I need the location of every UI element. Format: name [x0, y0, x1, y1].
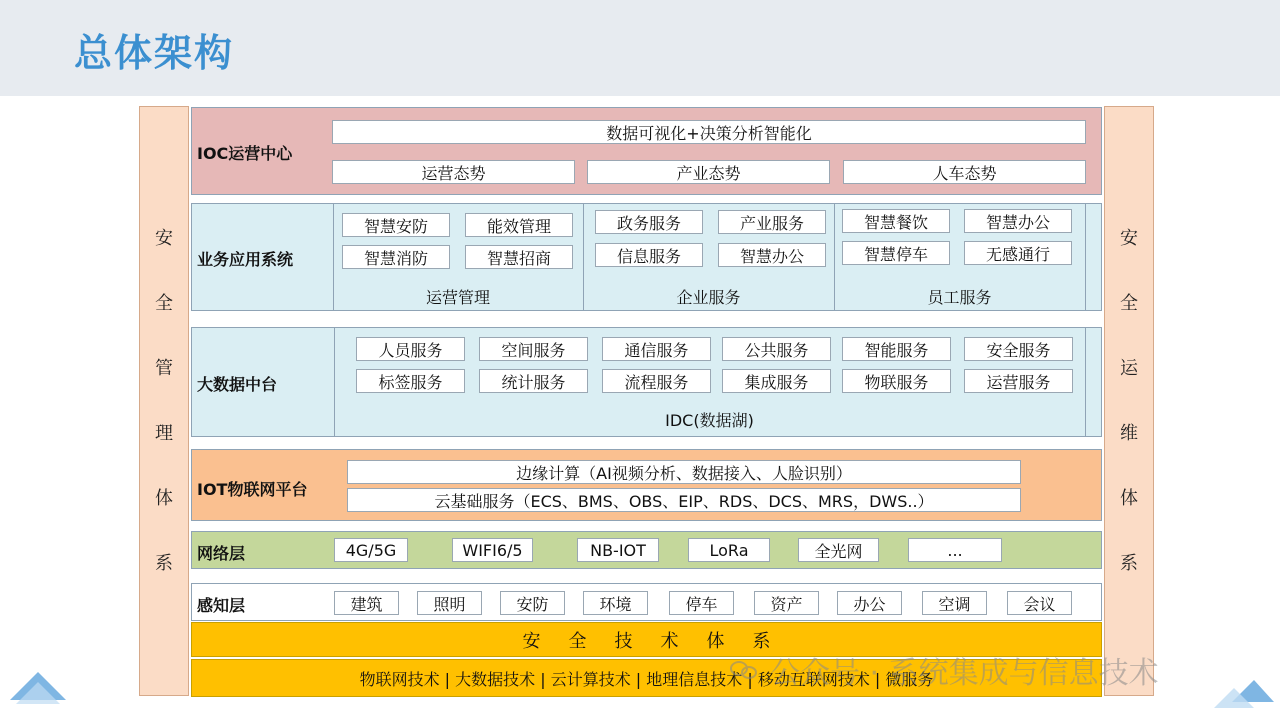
iot-cloud-services: 云基础服务（ECS、BMS、OBS、EIP、RDS、DCS、MRS，DWS..） [347, 488, 1021, 512]
wechat-icon [730, 659, 760, 681]
data-item: 标签服务 [356, 369, 465, 393]
biz-item: 智慧办公 [718, 243, 826, 267]
side-right-char: 安 [1120, 228, 1138, 249]
side-left-char: 安 [155, 228, 173, 249]
data-item: 安全服务 [964, 337, 1073, 361]
data-item: 智能服务 [842, 337, 951, 361]
tech-foundation-label: 物联网技术 | 大数据技术 | 云计算技术 | 地理信息技术 | 移动互联网技术 | 微服务 [359, 669, 934, 689]
side-right-char: 系 [1120, 553, 1138, 574]
iot-edge-computing: 边缘计算（AI视频分析、数据接入、人脸识别） [347, 460, 1021, 484]
sense-item: 资产 [754, 591, 819, 615]
net-item: ... [908, 538, 1002, 562]
triangle-decoration-left [10, 672, 66, 708]
net-item: 全光网 [798, 538, 879, 562]
side-right-char: 运 [1120, 358, 1138, 379]
biz-item: 智慧安防 [342, 213, 450, 237]
layer-ioc [191, 107, 1102, 195]
data-item: 流程服务 [602, 369, 711, 393]
data-item: 物联服务 [842, 369, 951, 393]
biz-item: 无感通行 [964, 241, 1072, 265]
biz-item: 能效管理 [465, 213, 573, 237]
data-item: 通信服务 [602, 337, 711, 361]
layer-perception [191, 583, 1102, 621]
biz-item: 政务服务 [595, 210, 703, 234]
watermark [730, 648, 1159, 692]
layer-iot-platform [191, 449, 1102, 521]
layer-label-network: 网络层 [197, 544, 246, 563]
data-item: 空间服务 [479, 337, 588, 361]
biz-item: 智慧消防 [342, 245, 450, 269]
side-left-char: 管 [155, 358, 173, 379]
side-right-char: 维 [1120, 423, 1138, 444]
layer-network [191, 531, 1102, 569]
sense-item: 办公 [837, 591, 902, 615]
biz-group-label: 员工服务 [927, 288, 992, 307]
layer-label-ioc: IOC运营中心 [197, 144, 293, 163]
biz-group-label: 运营管理 [425, 288, 490, 307]
side-right-char: 全 [1120, 293, 1138, 314]
biz-item: 智慧餐饮 [842, 209, 950, 233]
sense-item: 停车 [669, 591, 734, 615]
ioc-item: 产业态势 [587, 160, 830, 184]
data-lake-label: IDC(数据湖) [665, 411, 754, 430]
data-item: 运营服务 [964, 369, 1073, 393]
security-tech-label: 安全技术体系 [522, 630, 799, 652]
ioc-top-box: 数据可视化+决策分析智能化 [332, 120, 1086, 144]
layer-label-data: 大数据中台 [197, 375, 278, 394]
biz-item: 信息服务 [595, 243, 703, 267]
triangle-decoration-right [1214, 680, 1274, 710]
side-safety-operations [1104, 106, 1154, 696]
data-item: 人员服务 [356, 337, 465, 361]
biz-item: 智慧招商 [465, 245, 573, 269]
biz-item: 产业服务 [718, 210, 826, 234]
net-item: 4G/5G [334, 538, 408, 562]
sense-item: 照明 [417, 591, 482, 615]
side-left-char: 理 [155, 423, 173, 444]
layer-big-data [191, 327, 1102, 437]
sense-item: 会议 [1007, 591, 1072, 615]
net-item: NB-IOT [577, 538, 659, 562]
net-item: WIFI6/5 [452, 538, 533, 562]
watermark-text: 公众号 · 系统集成与信息技术 [770, 656, 1159, 691]
sense-item: 安防 [500, 591, 565, 615]
ioc-item: 运营态势 [332, 160, 575, 184]
side-right-char: 体 [1120, 488, 1138, 509]
layer-label-business: 业务应用系统 [197, 250, 294, 269]
sense-item: 环境 [583, 591, 648, 615]
biz-item: 智慧办公 [964, 209, 1072, 233]
biz-group-label: 企业服务 [676, 288, 741, 307]
layer-business-apps [191, 203, 1102, 311]
side-left-char: 体 [155, 488, 173, 509]
page-title: 总体架构 [74, 31, 235, 75]
side-left-char: 全 [155, 293, 173, 314]
data-item: 集成服务 [722, 369, 831, 393]
layer-label-iot: IOT物联网平台 [197, 480, 308, 499]
sense-item: 建筑 [334, 591, 399, 615]
side-safety-management [139, 106, 189, 696]
layer-label-perception: 感知层 [197, 596, 246, 615]
side-left-char: 系 [155, 553, 173, 574]
sense-item: 空调 [922, 591, 987, 615]
data-item: 公共服务 [722, 337, 831, 361]
biz-item: 智慧停车 [842, 241, 950, 265]
net-item: LoRa [688, 538, 770, 562]
ioc-item: 人车态势 [843, 160, 1086, 184]
data-item: 统计服务 [479, 369, 588, 393]
